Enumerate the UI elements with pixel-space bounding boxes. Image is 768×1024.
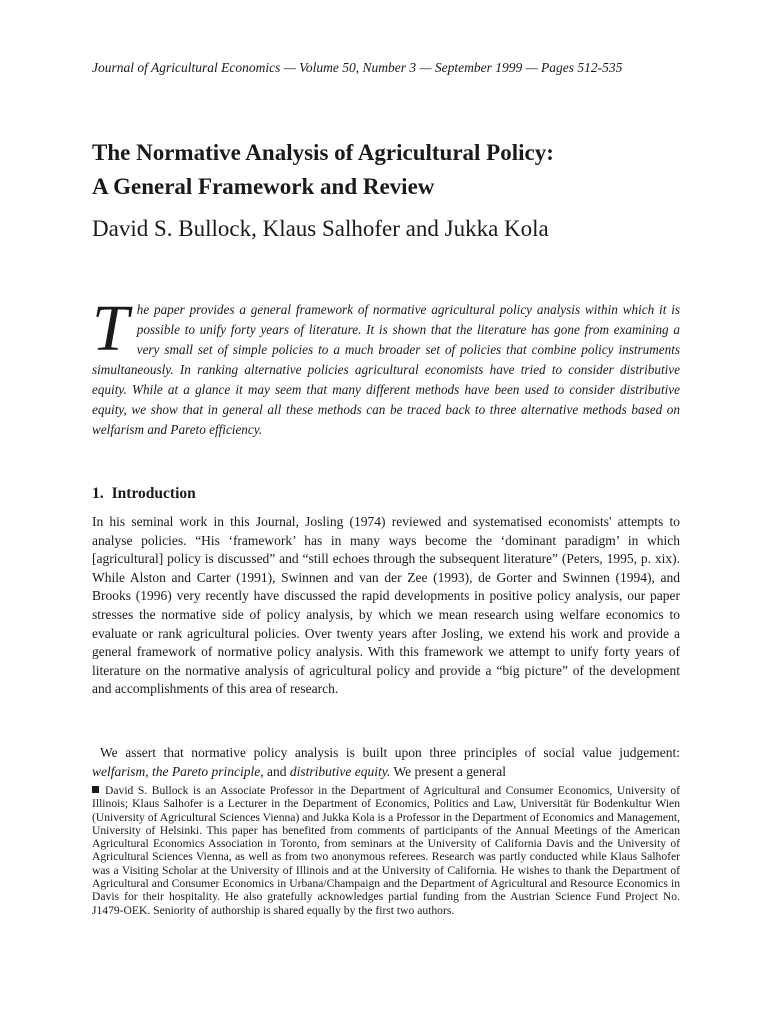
abstract-drop-cap: T [92, 292, 129, 365]
section-number: 1. [92, 485, 104, 502]
section-heading-introduction [92, 484, 492, 504]
article-title [92, 136, 712, 204]
abstract-text: he paper provides a general framework of normative agricultural policy analysis within which it is possible to unify forty years of literature. It is shown that the literature has gone from examining a very small set of simple policies to a much broader set of policies that combine policy instruments simultaneously. In ranking alternative policies agricultural economists have tried to consider distributive equity. While at a glance it may seem that many different methods have been used to consider distributive equity, we show that in general all these methods can be traced back to three alternative methods based on welfarism and Pareto efficiency. [92, 302, 680, 437]
intro-paragraph-1: In his seminal work in this Journal, Josling (1974) reviewed and systematised economists' attempts to analyse policies. “His ‘framework’ has in many ways become the ‘dominant paradigm’ in which [agricultural] policy is discussed” and “still echoes through the subsequent literature” (Peters, 1995, p. xix). While Alston and Carter (1991), Swinnen and van der Zee (1993), de Gorter and Swinnen (1994), and Brooks (1996) very recently have discussed the rapid developments in positive policy analysis, our paper stresses the normative side of policy analysis, by which we mean research using welfare economics to evaluate or rank agricultural policies. Over twenty years after Josling, we extend his work and provide a general framework of normative policy analysis. With this framework we attempt to unify forty years of literature on the normative analysis of agricultural policy and provide a “big picture” of the development and accomplishments of this area of research. [92, 514, 680, 697]
intro-paragraph-2 [92, 744, 680, 781]
title-line-1: The Normative Analysis of Agricultural Policy: [92, 140, 554, 165]
title-line-2: A General Framework and Review [92, 174, 435, 199]
journal-header: Journal of Agricultural Economics — Volume 50, Number 3 — September 1999 — Pages 512-535 [92, 60, 623, 75]
author-footnote [92, 784, 680, 917]
footnote-text: David S. Bullock is an Associate Professor in the Department of Agricultural and Consumer Economics, University of Illinois; Klaus Salhofer is a Lecturer in the Department of Economics, Politics and Law, Universität für Bodenkultur Wien (University of Agricultural Sciences Vienna) and Jukka Kola is a Professor in the Department of Economics and Management, University of Helsinki. This paper has benefited from comments of participants of the Annual Meetings of the American Agricultural Economics Association in Toronto, from seminars at the University of California Davis and the University of Agricultural Sciences Vienna, as well as from two anonymous referees. Research was partly conducted while Klaus Salhofer was a Visiting Scholar at the University of Illinois and at the University of California. He wishes to thank the Department of Agricultural and Consumer Economics in Urbana/Champaign and the Department of Agricultural and Resource Economics in Davis for their hospitality. He also gratefully acknowledges partial funding from the Austrian Science Fund Project No. J1479-OEK. Seniority of authorship is shared equally by the first two authors. [92, 784, 680, 917]
para2-text-end: We present a general [390, 763, 506, 779]
term-welfarism: welfarism, [92, 763, 149, 779]
footnote-square-marker-icon [92, 786, 99, 793]
term-distributive-equity: distributive equity. [289, 763, 391, 779]
term-pareto-principle: the Pareto principle, [152, 763, 264, 779]
section-title: Introduction [111, 485, 196, 502]
para2-and: and [263, 763, 290, 779]
article-authors: David S. Bullock, Klaus Salhofer and Jukka Kola [92, 216, 549, 241]
abstract [92, 292, 680, 440]
para2-text-start: We assert that normative policy analysis is built upon three principles of social value judgement: [100, 745, 680, 760]
